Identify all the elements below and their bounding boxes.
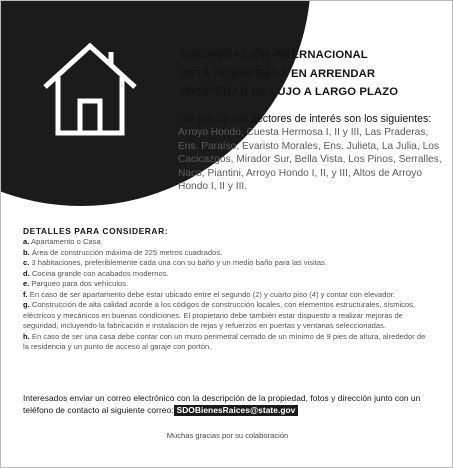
headline-line-1: ORGANIZACIÓN INTERNACIONAL — [180, 49, 368, 61]
detail-item: d. Cocina grande con acabados modernos. — [23, 268, 169, 278]
detail-item: g. Construcción de alta calidad acorde a los códigos de construcción locales, con elementos estructurales, sísmicos, eléctricos y mecánicos en buenas condiciones. El propietario debe también estar dispuesto a realizar mejoras de seguridad, incluyendo la fabricación e instalación de rejas y refuerzos en puertas y ventanas seleccionadas. — [23, 300, 416, 331]
thanks-note: Muchas gracias por su colaboración — [166, 431, 289, 440]
detail-item: c. 3 habitaciones, preferiblemente cada una con su baño y un medio baño para las visitas. — [23, 258, 327, 268]
email-address-link[interactable]: SDOBienesRaices@state.gov — [174, 405, 299, 416]
house-icon — [41, 41, 139, 137]
sectors-heading: Los principales sectores de interés son los siguientes: — [178, 113, 432, 125]
detail-item: a. Apartamento o Casa — [23, 237, 101, 247]
detail-item: h. En caso de ser una casa debe contar con un muro perimetral cerrado de un mínimo de 9 pies de altura, alrededor de la residencia y un punto de acceso al garaje con portón. — [23, 331, 426, 351]
details-section — [23, 226, 433, 352]
headline-line-2: ESTÁ INTERESADA EN ARRENDAR — [180, 67, 376, 80]
details-title: DETALLES PARA CONSIDERAR: — [23, 226, 169, 236]
detail-item: f. En caso de ser apartamento debe estar ubicado entre el segundo (2) y cuarto piso (4) y contar con elevador. — [23, 289, 395, 299]
detail-item: b. Área de construcción máxima de 225 metros cuadrados. — [23, 247, 223, 257]
sectors-block — [178, 113, 448, 193]
detail-item: e. Parqueo para dos vehículos. — [23, 279, 129, 289]
contact-text: Interesados enviar un correo electrónico con la descripción de la propiedad, fotos y dirección junto con un teléfono de contacto al siguiente correo: — [23, 393, 421, 415]
sectors-list: Arroyo Hondo, Cuesta Hermosa I, II y III, Las Praderas, Ens. Paraíso, Evaristo Morales, Ens. Julieta, La Julia, Los Cacicazgos, Mirador Sur, Bella Vista, Los Pinos, Serralles, Naco, Piantini, Arroyo Hondo I, II, y III, Altos de Arroyo Hondo I, II y III. — [178, 127, 442, 193]
contact-paragraph — [23, 393, 443, 416]
headline — [180, 46, 450, 102]
headline-line-3: PROPIEDAD DE LUJO A LARGO PLAZO — [180, 86, 399, 98]
